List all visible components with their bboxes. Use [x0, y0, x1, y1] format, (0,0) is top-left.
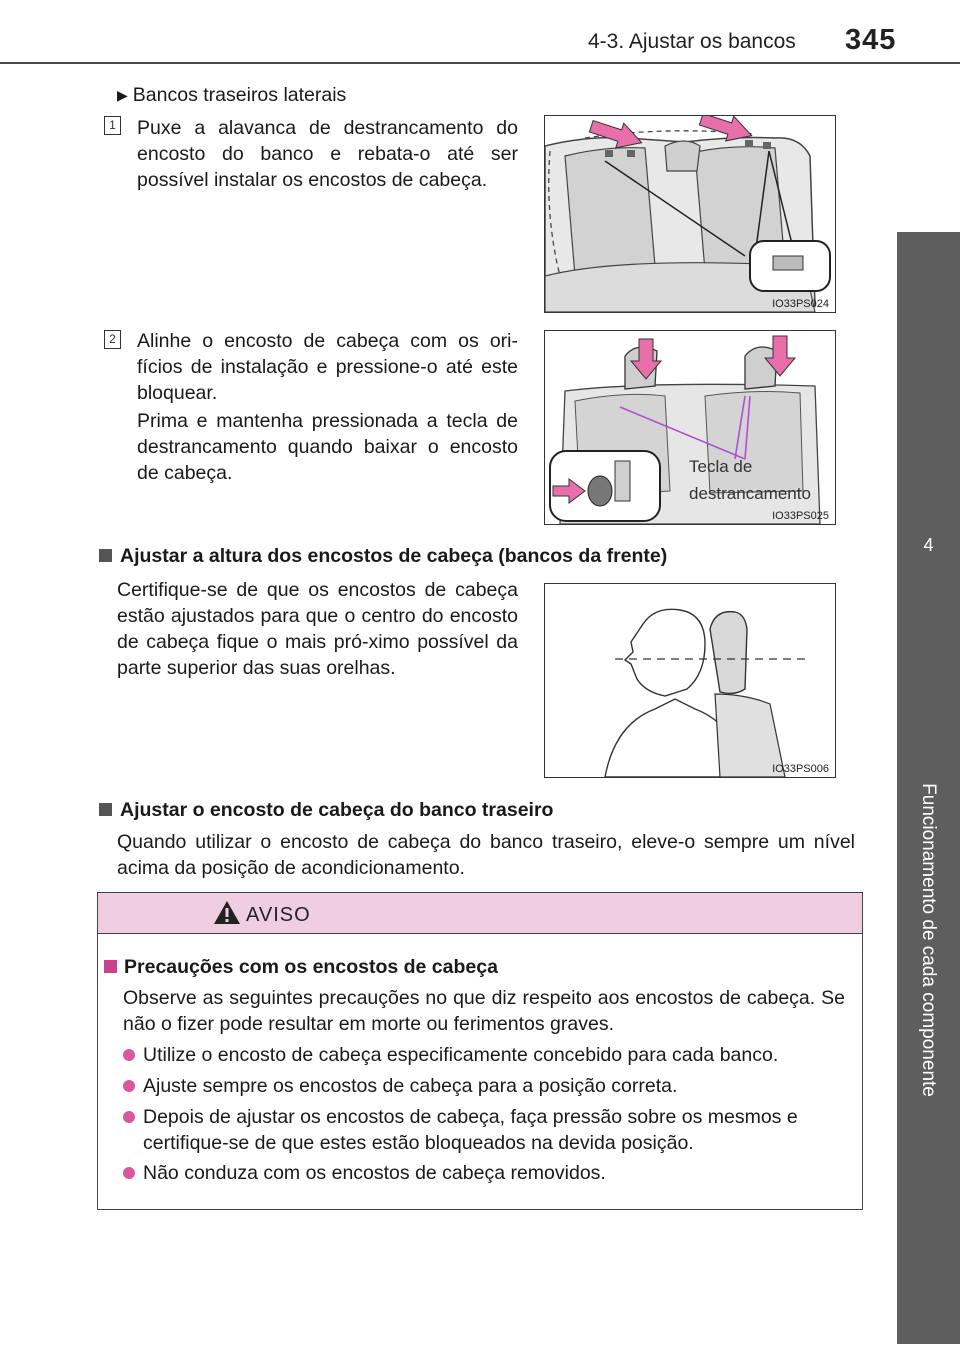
chapter-title-text: Funcionamento de cada componente: [918, 783, 939, 1097]
rear-seats-heading-text: Bancos traseiros laterais: [132, 84, 347, 106]
step-1-text: Puxe a alavanca de destrancamento do encosto do banco e rebata-o até ser possível instalar os encostos de cabeça.: [137, 117, 518, 191]
warning-item-text: Depois de ajustar os encostos de cabeça, faça pressão sobre os mesmos e certifique-se de que estes estão bloqueados na devida posição.: [143, 1106, 798, 1154]
front-height-text: Certifique-se de que os encostos de cabeça estão ajustados para que o centro do encosto de cabeça fique o mais pró-ximo possível da parte superior das suas orelhas.: [117, 579, 518, 679]
figure-1-code: IO33PS024: [772, 298, 829, 310]
page-number: 345: [845, 24, 897, 56]
chapter-number: 4: [923, 535, 934, 555]
figure-2-code: IO33PS025: [772, 510, 829, 522]
warning-header: [98, 893, 862, 934]
step-2-text: Alinhe o encosto de cabeça com os ori-fícios de instalação e pressione-o até este bloquear.: [137, 330, 518, 404]
rear-adjust-heading-text: Ajustar o encosto de cabeça do banco traseiro: [120, 799, 554, 821]
front-height-heading: [99, 545, 667, 568]
callout-unlock-key-line1: Tecla de: [689, 457, 753, 476]
chapter-title-vertical: [893, 740, 960, 1140]
section-title: 4-3. Ajustar os bancos: [588, 30, 796, 53]
square-bullet-icon: [99, 549, 112, 562]
front-height-heading-text: Ajustar a altura dos encostos de cabeça (bancos da frente): [120, 545, 668, 567]
seat-fold-illustration: [545, 116, 835, 312]
figure-front-height: [544, 583, 836, 778]
header-rule: [0, 62, 960, 64]
warning-triangle-icon: [213, 900, 241, 925]
dot-bullet-icon: [123, 1080, 135, 1092]
rear-adjust-text: Quando utilizar o encosto de cabeça do banco traseiro, eleve-o sempre um nível acima da posição de acondicionamento.: [117, 831, 855, 879]
warning-item: [123, 1104, 858, 1156]
square-bullet-icon: [99, 803, 112, 816]
head-position-illustration: [545, 584, 835, 777]
warning-intro: Observe as seguintes precauções no que diz respeito aos encostos de cabeça. Se não o fizer pode resultar em morte ou ferimentos graves.: [123, 987, 845, 1035]
warning-heading-text: Precauções com os encostos de cabeça: [124, 956, 498, 978]
step-number-2: 2: [104, 330, 121, 349]
warning-item: [123, 1160, 858, 1186]
warning-heading: [104, 954, 844, 980]
warning-box: [97, 892, 863, 1210]
warning-title: AVISO: [246, 904, 311, 926]
warning-item: [123, 1042, 858, 1068]
warning-item-text: Não conduza com os encostos de cabeça removidos.: [143, 1162, 606, 1184]
warning-item-text: Ajuste sempre os encostos de cabeça para a posição correta.: [143, 1075, 678, 1097]
callout-unlock-key-line2: destrancamento: [689, 484, 811, 503]
rear-adjust-heading: [99, 799, 553, 822]
figure-3-code: IO33PS006: [772, 763, 829, 775]
figure-fold-seat: [544, 115, 836, 313]
rear-seats-heading: [117, 82, 346, 108]
figure-install-headrest: [544, 330, 836, 525]
step-2-note: Prima e mantenha pressionada a tecla de destrancamento quando baixar o encosto de cabeça.: [137, 410, 518, 484]
square-bullet-icon: [104, 960, 117, 973]
dot-bullet-icon: [123, 1049, 135, 1061]
warning-item: [123, 1073, 858, 1099]
dot-bullet-icon: [123, 1167, 135, 1179]
triangle-bullet-icon: ▶: [117, 87, 128, 103]
warning-item-text: Utilize o encosto de cabeça especificamente concebido para cada banco.: [143, 1044, 779, 1066]
step-number-1: 1: [104, 116, 121, 135]
dot-bullet-icon: [123, 1111, 135, 1123]
